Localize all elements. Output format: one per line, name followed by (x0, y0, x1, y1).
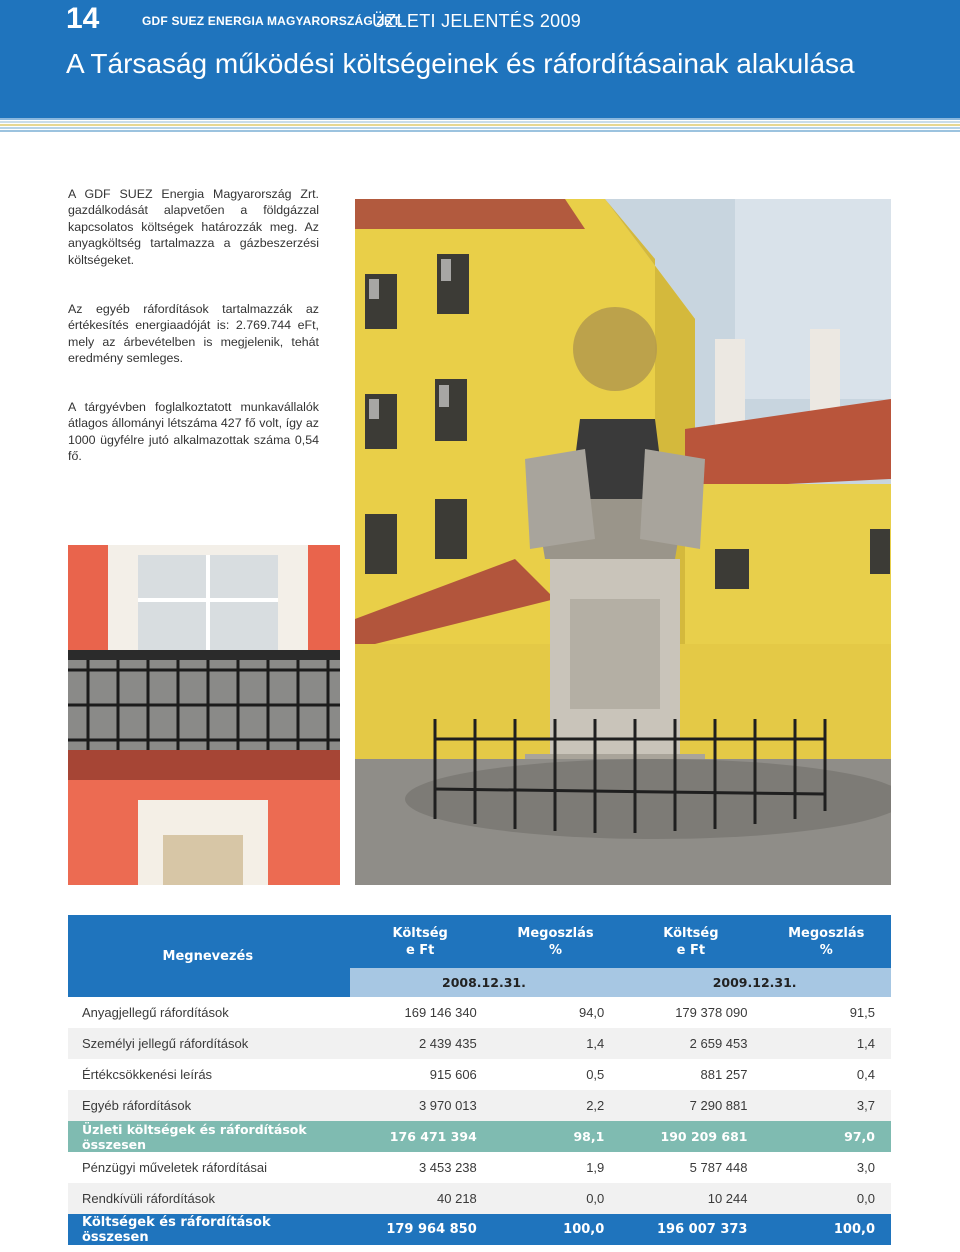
share-2008: 1,4 (493, 1028, 621, 1059)
share-2008: 94,0 (578, 1005, 605, 1020)
cost-2008: 169 146 340 (404, 1005, 477, 1020)
cost-2008: 3 453 238 (418, 1160, 477, 1175)
share-2008: 2,2 (493, 1090, 621, 1121)
header-share-2008: Megoszlás % (493, 915, 621, 968)
header-cost-2009: Költség e Ft (620, 915, 763, 968)
cost-2008: 2 439 435 (350, 1028, 493, 1059)
cost-2009: 881 257 (700, 1067, 748, 1082)
cost-table (68, 915, 891, 1245)
page-title: A Társaság működési költségeinek és ráfordításainak alakulása (66, 48, 855, 79)
cost-2009: 190 209 681 (620, 1121, 763, 1152)
table-row (68, 1090, 891, 1121)
share-2009: 1,4 (763, 1028, 891, 1059)
share-2008: 0,5 (586, 1067, 605, 1082)
row-label: Személyi jellegű ráfordítások (68, 1028, 350, 1059)
header-share-2009: Megoszlás % (763, 915, 891, 968)
cost-2009: 179 378 090 (675, 1005, 748, 1020)
table-row (68, 1059, 891, 1090)
date-2009: 2009.12.31. (620, 968, 891, 997)
share-2009: 0,0 (763, 1183, 891, 1214)
cost-2009: 2 659 453 (620, 1028, 763, 1059)
paragraph-cost-overview: A GDF SUEZ Energia Magyarország Zrt. gazdálkodását alapvetően a földgázzal kapcsolatos költségek határozzák meg. Az anyagköltség tartalmazza a gázbeszerzési költségeket. (68, 187, 319, 267)
page-number: 14 (66, 2, 100, 35)
cost-2008: 40 218 (350, 1183, 493, 1214)
share-2008: 98,1 (493, 1121, 621, 1152)
table-row (68, 1183, 891, 1214)
header-name: Megnevezés (68, 915, 350, 997)
share-2009: 97,0 (763, 1121, 891, 1152)
balcony-photo (68, 545, 340, 885)
share-2008: 0,0 (493, 1183, 621, 1214)
row-label: Anyagjellegű ráfordítások (82, 1005, 229, 1020)
cost-2009: 196 007 373 (620, 1214, 763, 1245)
cost-2009: 10 244 (620, 1183, 763, 1214)
cost-2009: 7 290 881 (620, 1090, 763, 1121)
total-row (68, 1214, 891, 1245)
report-title: ÜZLETI JELENTÉS 2009 (372, 11, 582, 31)
statue-photo (355, 199, 891, 885)
row-label: Rendkívüli ráfordítások (68, 1183, 350, 1214)
header-stripes (0, 118, 960, 132)
page-header (0, 0, 960, 118)
table-row (68, 1152, 891, 1183)
cost-2008: 3 970 013 (350, 1090, 493, 1121)
cost-2008: 176 471 394 (350, 1121, 493, 1152)
row-label: Egyéb ráfordítások (68, 1090, 350, 1121)
share-2008: 100,0 (493, 1214, 621, 1245)
table-row (68, 997, 891, 1028)
row-label: Értékcsökkenési leírás (82, 1067, 213, 1082)
row-label: Költségek és ráfordítások összesen (68, 1214, 350, 1245)
cost-2009: 5 787 448 (689, 1160, 748, 1175)
share-2009: 3,7 (763, 1090, 891, 1121)
cost-2008: 179 964 850 (350, 1214, 493, 1245)
row-label: Üzleti költségek és ráfordítások összesen (68, 1121, 350, 1152)
paragraph-energy-tax: Az egyéb ráfordítások tartalmazzák az értékesítés energiaadóját is: 2.769.744 eFt, mely az árbevételben is megjelenik, tehát eredmény semleges. (68, 302, 319, 366)
share-2009: 100,0 (763, 1214, 891, 1245)
paragraph-employees: A tárgyévben foglalkoztatott munkavállalók átlagos állományi létszáma 427 fő volt, így az 1000 ügyfélre jutó alkalmazottak száma 0,54 fő. (68, 400, 319, 464)
share-2009: 3,0 (856, 1160, 875, 1175)
header-cost-2008: Költség e Ft (350, 915, 493, 968)
date-2008: 2008.12.31. (350, 968, 621, 997)
company-name: GDF SUEZ ENERGIA MAGYARORSZÁG ZRT. (142, 14, 403, 28)
subtotal-row (68, 1121, 891, 1152)
share-2008: 1,9 (586, 1160, 605, 1175)
cost-2008: 915 606 (429, 1067, 477, 1082)
table-row (68, 1028, 891, 1059)
share-2009: 91,5 (849, 1005, 875, 1020)
share-2009: 0,4 (856, 1067, 875, 1082)
row-label: Pénzügyi műveletek ráfordításai (82, 1160, 267, 1175)
